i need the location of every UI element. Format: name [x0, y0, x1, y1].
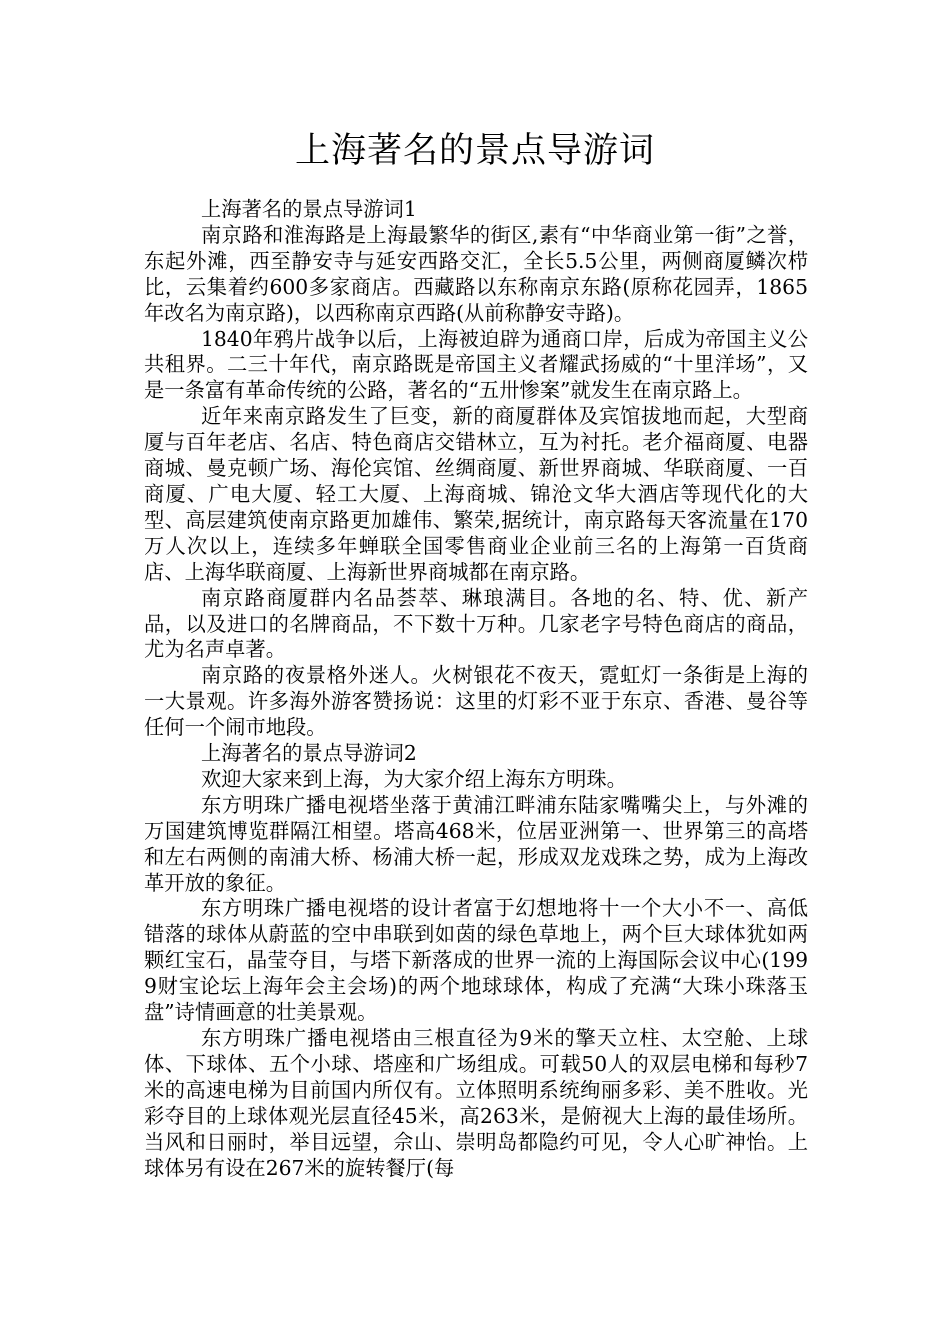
paragraph: 南京路商厦群内名品荟萃、琳琅满目。各地的名、特、优、新产品，以及进口的名牌商品，不下数十万种。几家老字号特色商店的商品，尤为名声卓著。 [144, 585, 808, 662]
document-title: 上海著名的景点导游词 [294, 131, 655, 171]
paragraph: 东方明珠广播电视塔坐落于黄浦江畔浦东陆家嘴嘴尖上，与外滩的万国建筑博览群隔江相望。塔高468米，位居亚洲第一、世界第三的高塔和左右两侧的南浦大桥、杨浦大桥一起，形成双龙戏珠之势，成为上海改革开放的象征。 [144, 792, 808, 895]
paragraph: 近年来南京路发生了巨变，新的商厦群体及宾馆拔地而起，大型商厦与百年老店、名店、特色商店交错林立，互为衬托。老介福商厦、电器商城、曼克顿广场、海伦宾馆、丝绸商厦、新世界商城、华联商厦、一百商厦、广电大厦、轻工大厦、上海商城、锦沧文华大酒店等现代化的大型、高层建筑使南京路更加雄伟、繁荣,据统计，南京路每天客流量在170万人次以上，连续多年蝉联全国零售商业企业前三名的上海第一百货商店、上海华联商厦、上海新世界商城都在南京路。 [144, 404, 808, 584]
document-body [144, 197, 808, 1181]
paragraph: 东方明珠广播电视塔的设计者富于幻想地将十一个大小不一、高低错落的球体从蔚蓝的空中串联到如茵的绿色草地上，两个巨大球体犹如两颗红宝石，晶莹夺目，与塔下新落成的世界一流的上海国际会议中心(1999财宝论坛上海年会主会场)的两个地球球体，构成了充满“大珠小珠落玉盘”诗情画意的壮美景观。 [144, 896, 808, 1025]
paragraph: 欢迎大家来到上海，为大家介绍上海东方明珠。 [201, 766, 627, 791]
paragraph: 南京路的夜景格外迷人。火树银花不夜天，霓虹灯一条街是上海的一大景观。许多海外游客赞扬说：这里的灯彩不亚于东京、香港、曼谷等任何一个闹市地段。 [144, 663, 808, 740]
section-heading-2: 上海著名的景点导游词2 [201, 741, 417, 766]
paragraph: 东方明珠广播电视塔由三根直径为9米的擎天立柱、太空舱、上球体、下球体、五个小球、塔座和广场组成。可载50人的双层电梯和每秒7米的高速电梯为目前国内所仅有。立体照明系统绚丽多彩、美不胜收。光彩夺目的上球体观光层直径45米，高263米，是俯视大上海的最佳场所。当风和日丽时，举目远望，佘山、崇明岛都隐约可见，令人心旷神怡。上球体另有设在267米的旋转餐厅(每 [144, 1026, 808, 1180]
section-heading-1: 上海著名的景点导游词1 [201, 197, 417, 221]
paragraph: 南京路和淮海路是上海最繁华的街区,素有“中华商业第一街”之誉，东起外滩，西至静安寺与延安西路交汇，全长5.5公里，两侧商厦鳞次栉比，云集着约600多家商店。西藏路以东称南京东路(原称花园弄，1865年改名为南京路)，以西称南京西路(从前称静安寺路)。 [144, 222, 808, 325]
paragraph: 1840年鸦片战争以后，上海被迫辟为通商口岸，后成为帝国主义公共租界。二三十年代，南京路既是帝国主义者耀武扬威的“十里洋场”，又是一条富有革命传统的公路，著名的“五卅惨案”就发生在南京路上。 [144, 326, 808, 403]
